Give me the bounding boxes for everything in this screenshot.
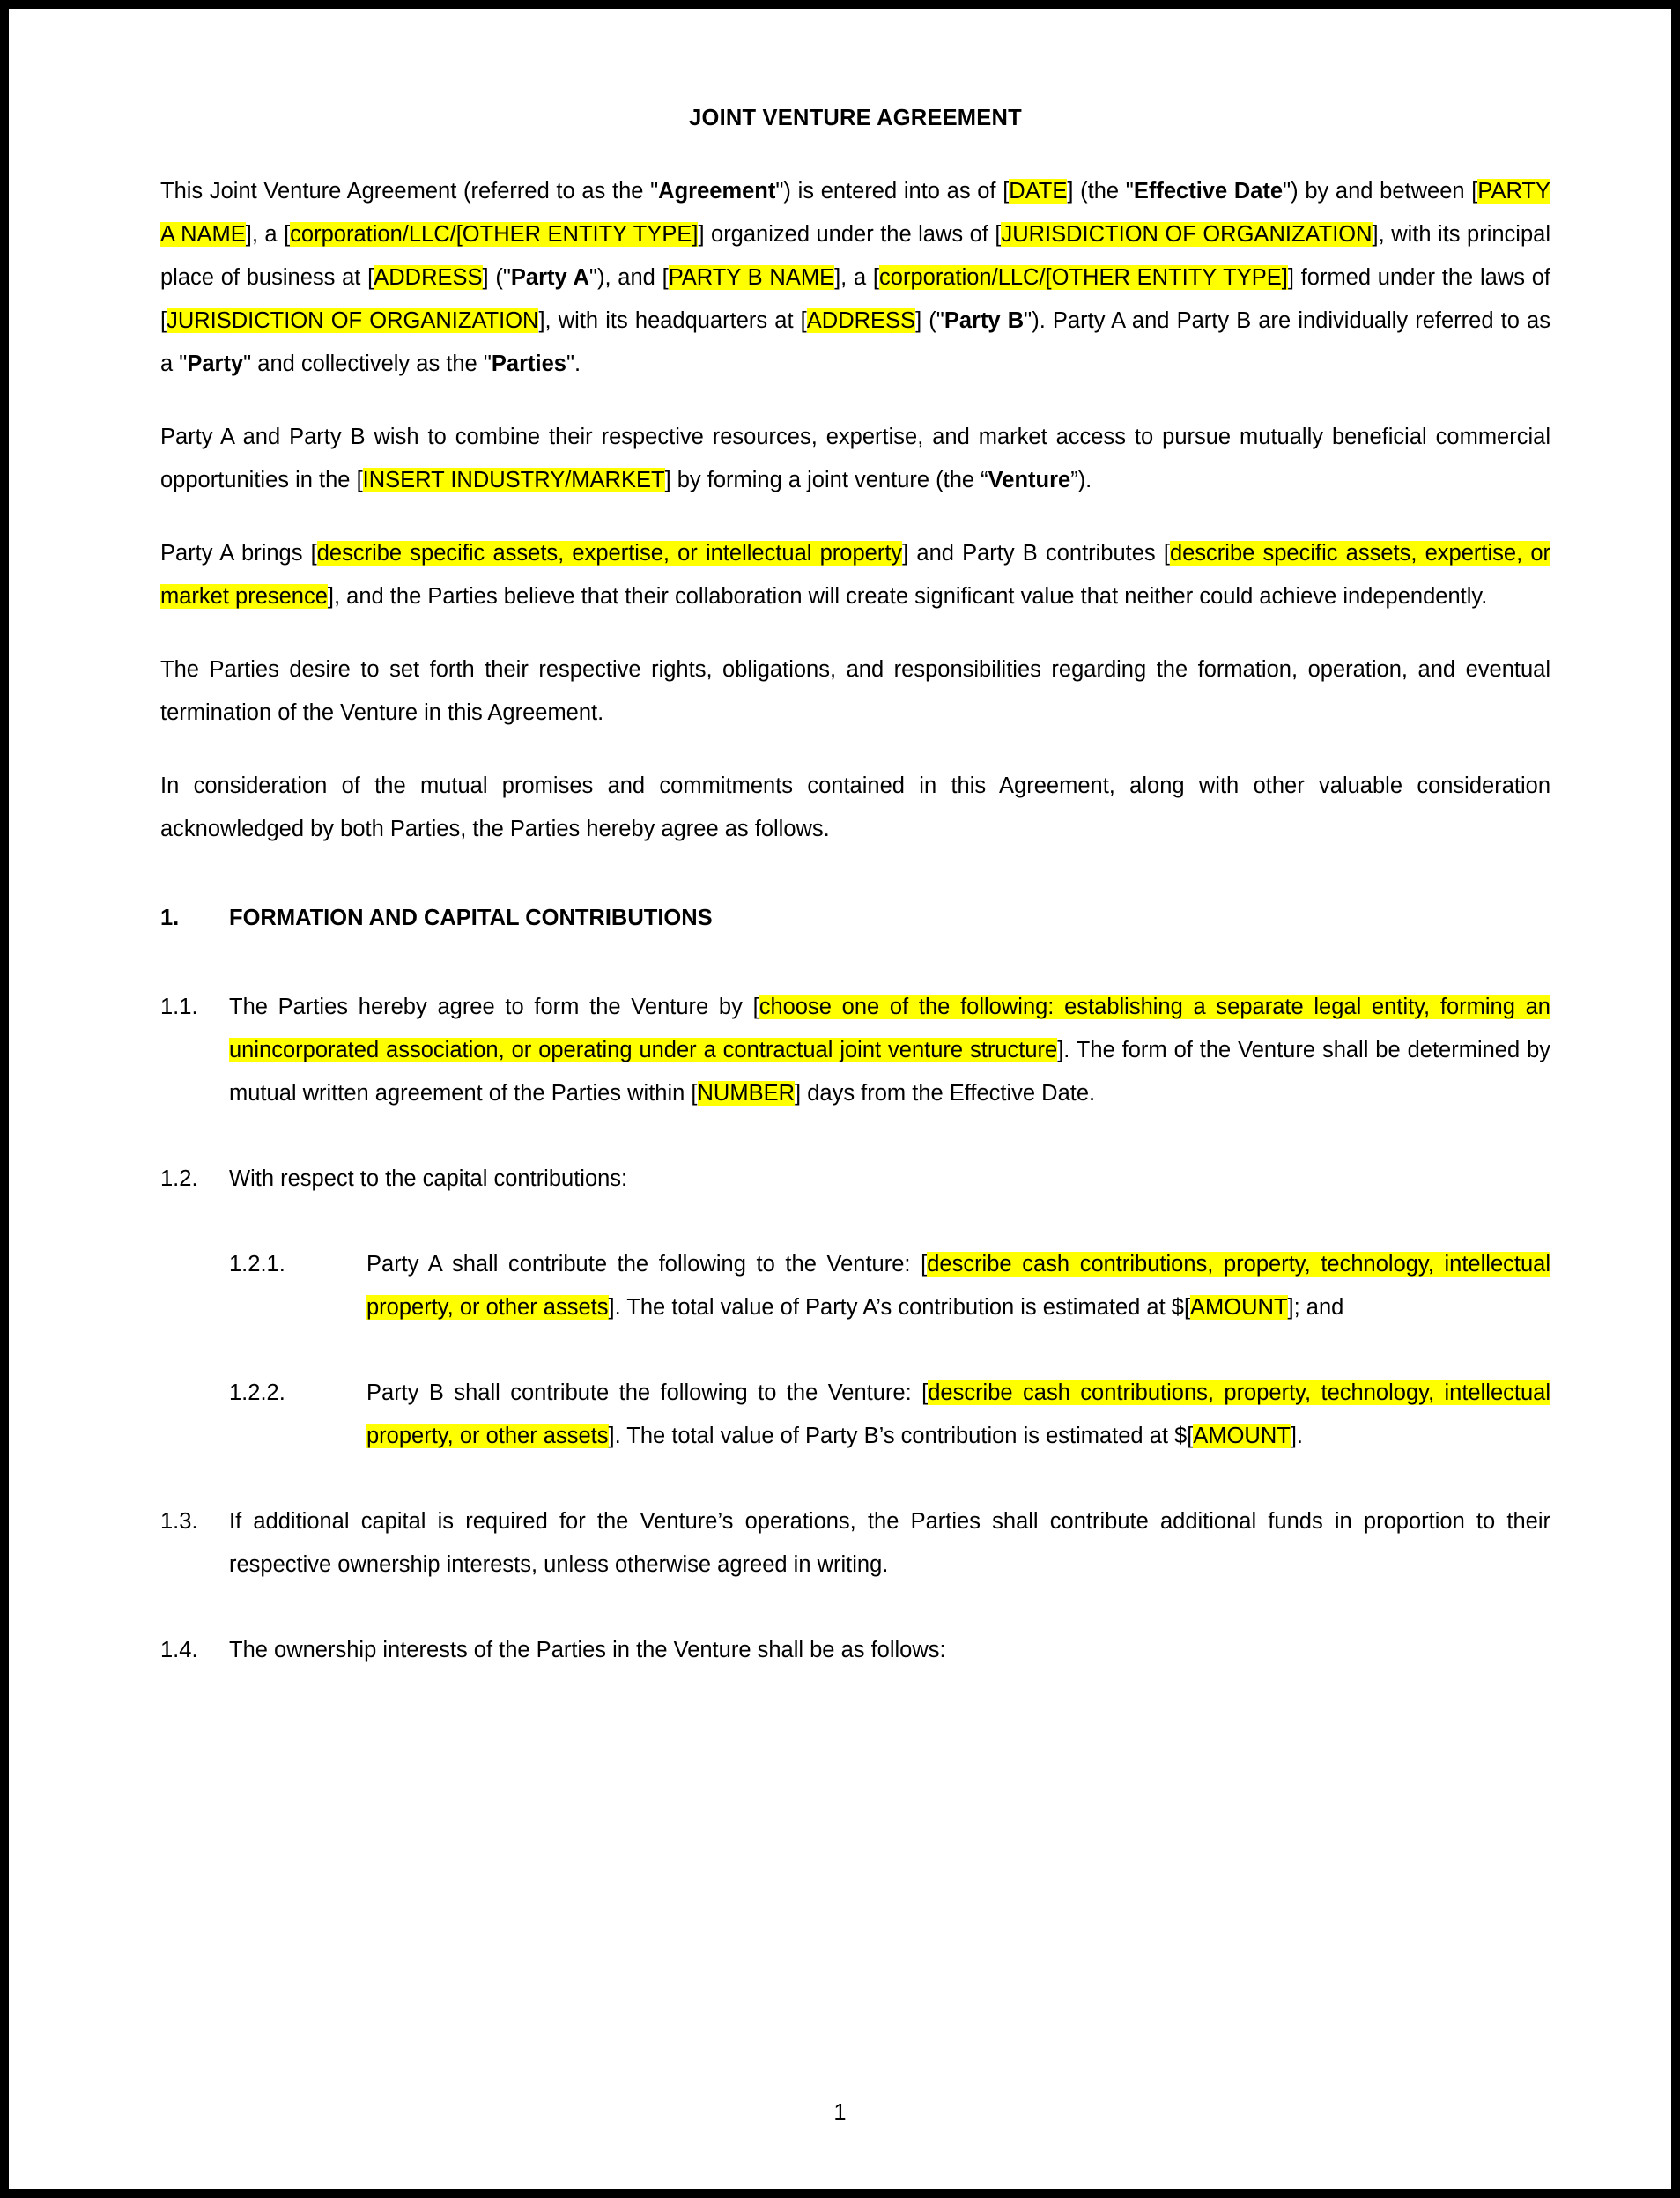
- clause-1-2-1-text-2: ]. The total value of Party A’s contribution is estimated at $[: [608, 1295, 1191, 1320]
- placeholder-party-b-name: PARTY B NAME: [668, 265, 835, 290]
- term-venture: Venture: [988, 468, 1071, 492]
- recital-2-text-2: ] by forming a joint venture (the “: [664, 468, 988, 492]
- placeholder-industry-market: INSERT INDUSTRY/MARKET: [362, 468, 665, 492]
- clause-body-1-2-2: [366, 1372, 1550, 1458]
- recital-1-text-4: ") by and between [: [1283, 179, 1478, 204]
- clause-body-1-4: The ownership interests of the Parties in the Venture shall be as follows:: [229, 1638, 946, 1662]
- placeholder-party-a-assets: describe specific assets, expertise, or intellectual property: [316, 541, 903, 566]
- recital-3-text-3: ], and the Parties believe that their collaboration will create significant value that neither could achieve independently.: [327, 584, 1488, 609]
- recital-1-text-11: ] formed under the laws of [: [160, 265, 1551, 333]
- recital-paragraph-4: The Parties desire to set forth their respective rights, obligations, and responsibilities regarding the formation, operation, and eventual termination of the Venture in this Agreement.: [160, 657, 1550, 725]
- term-party-b: Party B: [944, 308, 1025, 333]
- recital-1-text-3: ] (the ": [1067, 179, 1134, 204]
- recital-1-text-10: ], a [: [834, 265, 880, 290]
- clause-1-2-2-text-1: Party B shall contribute the following to the Venture: [: [366, 1380, 929, 1405]
- clause-body-1-3: If additional capital is required for the Venture’s operations, the Parties shall contribute additional funds in proportion to their respective ownership interests, unless otherwise agreed in writing.: [229, 1509, 1550, 1577]
- clause-1-2-1-text-1: Party A shall contribute the following to the Venture: [: [366, 1252, 928, 1277]
- term-party-a: Party A: [510, 265, 589, 290]
- recital-paragraph-2: [160, 416, 1550, 502]
- placeholder-party-a-name: PARTY A NAME: [160, 179, 1550, 247]
- recital-paragraph-1: [160, 170, 1550, 386]
- clause-1-1-text-2: ]. The form of the Venture shall be determined by mutual written agreement of the Parties within [: [229, 1038, 1550, 1106]
- placeholder-party-b-address: ADDRESS: [806, 308, 916, 333]
- clause-number-1-2-1: 1.2.1.: [229, 1252, 285, 1277]
- clause-1-1-text-3: ] days from the Effective Date.: [795, 1081, 1096, 1106]
- recital-1-text-6: ] organized under the laws of [: [698, 222, 1002, 247]
- clause-1-2: [160, 1158, 1550, 1201]
- placeholder-party-b-contribution-description: describe cash contributions, property, technology, intellectual property, or other assets: [366, 1380, 1550, 1448]
- clause-number-1-2-2: 1.2.2.: [229, 1380, 285, 1405]
- section-number-1: 1.: [160, 906, 180, 930]
- term-parties: Parties: [491, 352, 566, 376]
- recital-3-text-1: Party A brings [: [160, 541, 317, 566]
- clause-1-1: [160, 986, 1550, 1115]
- term-agreement: Agreement: [658, 179, 776, 204]
- section-title-1: FORMATION AND CAPITAL CONTRIBUTIONS: [229, 906, 713, 930]
- term-party: Party: [187, 352, 244, 376]
- recital-1-text-5: ], a [: [245, 222, 291, 247]
- placeholder-party-b-amount: AMOUNT: [1193, 1424, 1291, 1448]
- recital-1-text-13: ] (": [915, 308, 944, 333]
- clause-body-1-1: [229, 986, 1550, 1115]
- recital-1-text-1: This Joint Venture Agreement (referred to as the ": [160, 179, 659, 204]
- clause-1-4: [160, 1629, 1550, 1672]
- clause-number-1-4: 1.4.: [160, 1638, 198, 1662]
- clause-1-2-1-text-3: ]; and: [1287, 1295, 1344, 1320]
- recital-2-text-1: Party A and Party B wish to combine their respective resources, expertise, and market access to pursue mutually beneficial commercial opportunities in the [: [160, 425, 1550, 492]
- clause-number-1-3: 1.3.: [160, 1509, 198, 1534]
- clause-1-2-2-text-3: ].: [1290, 1424, 1303, 1448]
- recital-1-text-14: "). Party A and Party B are individually referred to as a ": [160, 308, 1550, 376]
- recital-1-text-12: ], with its headquarters at [: [538, 308, 807, 333]
- placeholder-venture-form-options: choose one of the following: establishing a separate legal entity, forming an unincorporated association, or operating under a contractual joint venture structure: [229, 995, 1550, 1062]
- placeholder-party-b-jurisdiction: JURISDICTION OF ORGANIZATION: [167, 308, 539, 333]
- placeholder-party-a-entity-type: corporation/LLC/[OTHER ENTITY TYPE]: [290, 222, 699, 247]
- recital-1-text-8: ] (": [482, 265, 511, 290]
- recital-1-text-16: ".: [566, 352, 581, 376]
- page-number: 1: [833, 2100, 847, 2125]
- placeholder-date: DATE: [1009, 179, 1068, 204]
- clause-number-1-2: 1.2.: [160, 1166, 198, 1191]
- clause-1-1-text-1: The Parties hereby agree to form the Venture by [: [229, 995, 759, 1019]
- placeholder-party-a-address: ADDRESS: [374, 265, 483, 290]
- placeholder-party-a-amount: AMOUNT: [1190, 1295, 1288, 1320]
- placeholder-party-a-jurisdiction: JURISDICTION OF ORGANIZATION: [1001, 222, 1373, 247]
- clause-1-2-2: [160, 1372, 1550, 1458]
- section-heading-1: [160, 897, 1550, 940]
- recital-paragraph-5: In consideration of the mutual promises and commitments contained in this Agreement, along with other valuable consideration acknowledged by both Parties, the Parties hereby agree as follows.: [160, 773, 1550, 841]
- clause-1-2-1: [160, 1243, 1550, 1329]
- recital-3-text-2: ] and Party B contributes [: [902, 541, 1170, 566]
- placeholder-party-a-contribution-description: describe cash contributions, property, technology, intellectual property, or other assets: [366, 1252, 1550, 1320]
- recital-1-text-7: ], with its principal place of business at [: [160, 222, 1550, 290]
- placeholder-party-b-entity-type: corporation/LLC/[OTHER ENTITY TYPE]: [879, 265, 1288, 290]
- clause-number-1-1: 1.1.: [160, 995, 198, 1019]
- page-title: JOINT VENTURE AGREEMENT: [689, 106, 1022, 130]
- placeholder-party-b-assets: describe specific assets, expertise, or market presence: [160, 541, 1550, 609]
- recital-1-text-15: " and collectively as the ": [243, 352, 492, 376]
- recital-1-text-2: ") is entered into as of [: [775, 179, 1010, 204]
- recital-2-text-3: ”).: [1070, 468, 1092, 492]
- recital-paragraph-3: [160, 532, 1550, 618]
- clause-body-1-2: With respect to the capital contributions:: [229, 1166, 628, 1191]
- placeholder-number-days: NUMBER: [697, 1081, 796, 1106]
- term-effective-date: Effective Date: [1133, 179, 1284, 204]
- clause-body-1-2-1: [366, 1243, 1550, 1329]
- recital-1-text-9: "), and [: [588, 265, 669, 290]
- clause-1-2-2-text-2: ]. The total value of Party B’s contribution is estimated at $[: [608, 1424, 1194, 1448]
- clause-1-3: [160, 1500, 1550, 1587]
